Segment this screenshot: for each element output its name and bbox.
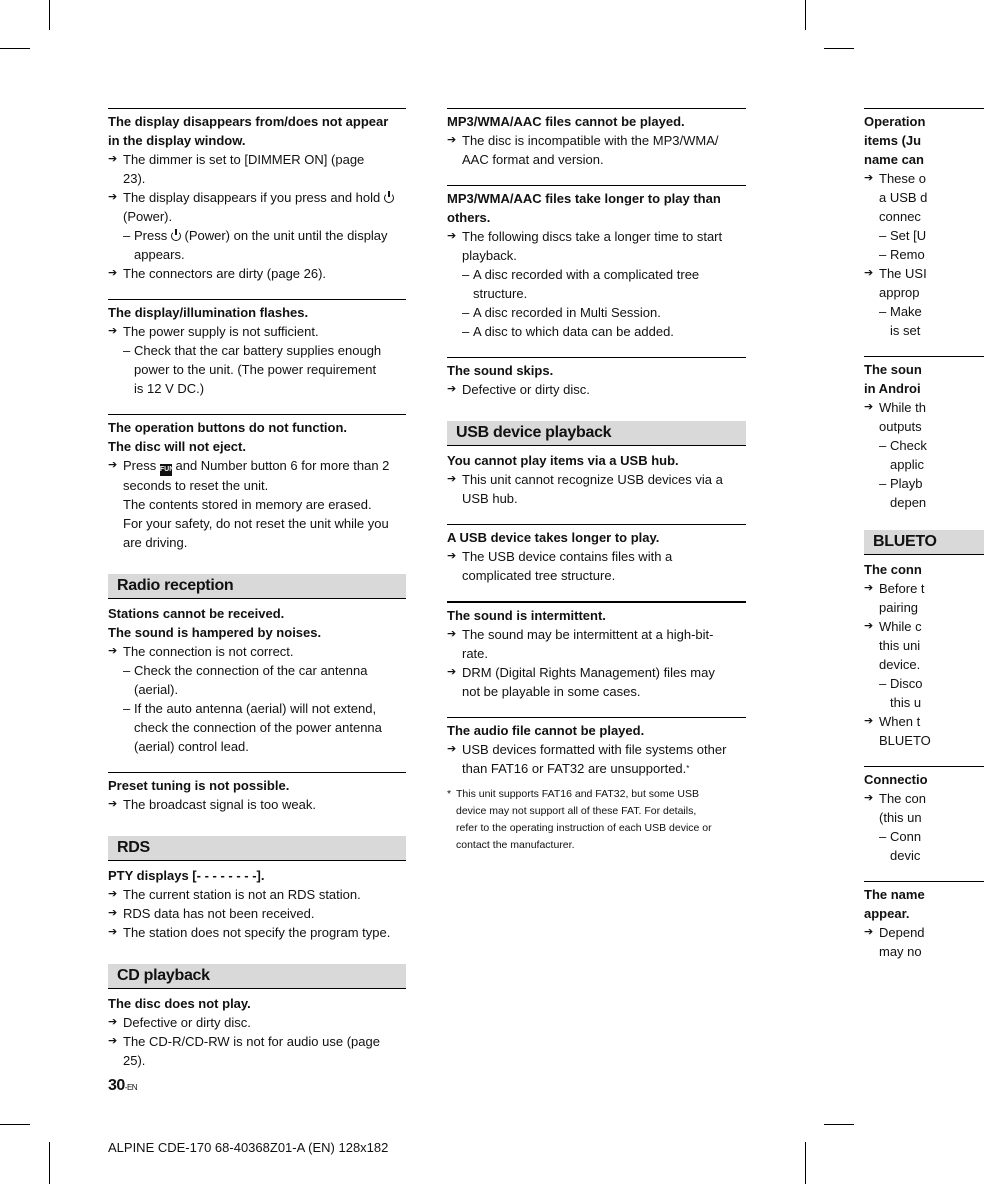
answer: ➔ The CD-R/CD-RW is not for audio use (page <box>108 1034 380 1049</box>
question: The display/illumination flashes. <box>108 305 309 320</box>
answer: ➔ The broadcast signal is too weak. <box>108 797 316 812</box>
sub-item-cont: (aerial). <box>134 682 179 697</box>
question: name can <box>864 152 924 167</box>
question: appear. <box>864 906 910 921</box>
arrow-icon: ➔ <box>108 1035 118 1047</box>
crop-mark <box>0 1124 30 1125</box>
crop-mark <box>824 48 854 49</box>
trouble-block <box>864 356 984 512</box>
arrow-icon: ➔ <box>447 550 457 562</box>
trouble-block <box>447 357 746 399</box>
arrow-icon: ➔ <box>864 172 874 184</box>
answer: ➔ The USI <box>864 266 927 281</box>
trouble-block <box>864 881 984 961</box>
func-button-icon: FUNC <box>160 464 172 476</box>
answer: ➔ The con <box>864 791 926 806</box>
trouble-block <box>447 717 746 778</box>
question: The sound is intermittent. <box>447 608 606 623</box>
question: PTY displays [- - - - - - - -]. <box>108 868 265 883</box>
sub-item-cont: this u <box>890 695 922 710</box>
answer-cont: The contents stored in memory are erased. <box>123 497 372 512</box>
answer: ➔ Press FUNC and Number button 6 for more than 2 <box>108 456 406 476</box>
answer-cont: rate. <box>462 646 489 661</box>
crop-mark <box>49 1142 50 1184</box>
sub-item: – A disc recorded in Multi Session. <box>462 305 661 320</box>
answer: ➔ DRM (Digital Rights Management) files may <box>447 665 715 680</box>
trouble-block <box>447 108 746 169</box>
arrow-icon: ➔ <box>108 153 118 165</box>
arrow-icon: ➔ <box>864 267 874 279</box>
crop-mark <box>49 0 50 30</box>
arrow-icon: ➔ <box>108 1016 118 1028</box>
sub-item: – Check <box>879 438 927 453</box>
sub-item-cont: depen <box>890 495 927 510</box>
sub-item-cont: devic <box>890 848 921 863</box>
right-column-clip <box>864 0 937 1184</box>
arrow-icon: ➔ <box>108 798 118 810</box>
question: MP3/WMA/AAC files take longer to play than <box>447 191 721 206</box>
answer-cont: 23). <box>123 171 146 186</box>
arrow-icon: ➔ <box>864 620 874 632</box>
answer: ➔ Defective or dirty disc. <box>108 1015 251 1030</box>
trouble-block <box>864 560 984 750</box>
arrow-icon: ➔ <box>447 383 457 395</box>
section-heading-usb: USB device playback <box>447 421 746 446</box>
sub-item-cont: (aerial) control lead. <box>134 739 249 754</box>
answer-cont: seconds to reset the unit. <box>123 478 269 493</box>
sub-item: – Press (Power) on the unit until the display <box>123 228 388 243</box>
answer: ➔ The connection is not correct. <box>108 644 294 659</box>
crop-mark <box>805 0 806 30</box>
question: items (Ju <box>864 133 922 148</box>
answer: ➔ Defective or dirty disc. <box>447 382 590 397</box>
trouble-block <box>108 772 406 814</box>
arrow-icon: ➔ <box>108 926 118 938</box>
question: MP3/WMA/AAC files cannot be played. <box>447 114 685 129</box>
footnote: refer to the operating instruction of each USB device or <box>456 822 712 834</box>
footnote: * This unit supports FAT16 and FAT32, but some USB <box>447 788 699 800</box>
answer-cont: a USB d <box>879 190 928 205</box>
answer-cont: not be playable in some cases. <box>462 684 641 699</box>
sub-item: – Check that the car battery supplies enough <box>123 343 382 358</box>
sub-item: – A disc to which data can be added. <box>462 324 674 339</box>
left-column <box>108 108 406 1086</box>
answer-cont: AAC format and version. <box>462 152 604 167</box>
answer: ➔ Before t <box>864 581 925 596</box>
sub-item: – Remo <box>879 247 925 262</box>
answer: ➔ Depend <box>864 925 925 940</box>
arrow-icon: ➔ <box>108 325 118 337</box>
answer: ➔ RDS data has not been received. <box>108 906 315 921</box>
answer-cont: complicated tree structure. <box>462 568 616 583</box>
sub-item-cont: applic <box>890 457 924 472</box>
arrow-icon: ➔ <box>108 459 118 471</box>
answer-cont: approp <box>879 285 920 300</box>
crop-mark <box>805 1142 806 1184</box>
arrow-icon: ➔ <box>108 267 118 279</box>
answer: ➔ The connectors are dirty (page 26). <box>108 266 327 281</box>
section-heading-rds: RDS <box>108 836 406 861</box>
trouble-block <box>108 414 406 552</box>
sub-item-cont: is 12 V DC.) <box>134 381 205 396</box>
sub-item: – Set [U <box>879 228 927 243</box>
arrow-icon: ➔ <box>447 628 457 640</box>
sub-item: – Make <box>879 304 922 319</box>
right-column <box>864 108 984 977</box>
sub-item-cont: check the connection of the power antenna <box>134 720 382 735</box>
trouble-block <box>447 451 746 508</box>
arrow-icon: ➔ <box>108 907 118 919</box>
section-heading-radio: Radio reception <box>108 574 406 599</box>
answer-cont: are driving. <box>123 535 188 550</box>
sub-item-cont: power to the unit. (The power requirement <box>134 362 377 377</box>
arrow-icon: ➔ <box>447 473 457 485</box>
crop-mark <box>824 1124 854 1125</box>
question: Stations cannot be received. <box>108 606 285 621</box>
question: The audio file cannot be played. <box>447 723 645 738</box>
question: The name <box>864 887 925 902</box>
question: The disc will not eject. <box>108 439 246 454</box>
answer: ➔ The power supply is not sufficient. <box>108 324 319 339</box>
answer: ➔ The dimmer is set to [DIMMER ON] (page <box>108 152 365 167</box>
sub-item-cont: is set <box>890 323 921 338</box>
question: The disc does not play. <box>108 996 251 1011</box>
answer: ➔ The current station is not an RDS station. <box>108 887 361 902</box>
question: The sound is hampered by noises. <box>108 625 322 640</box>
arrow-icon: ➔ <box>864 792 874 804</box>
arrow-icon: ➔ <box>447 134 457 146</box>
answer: ➔ The USB device contains files with a <box>447 549 673 564</box>
sub-item: – If the auto antenna (aerial) will not extend, <box>123 701 377 716</box>
answer-cont: than FAT16 or FAT32 are unsupported.* <box>462 761 690 776</box>
arrow-icon: ➔ <box>864 926 874 938</box>
question: The operation buttons do not function. <box>108 420 348 435</box>
trouble-block <box>864 108 984 340</box>
answer: ➔ These o <box>864 171 926 186</box>
arrow-icon: ➔ <box>447 743 457 755</box>
arrow-icon: ➔ <box>864 401 874 413</box>
answer-cont: this uni <box>879 638 921 653</box>
arrow-icon: ➔ <box>108 645 118 657</box>
answer: ➔ USB devices formatted with file systems other <box>447 742 727 757</box>
section-heading-cd: CD playback <box>108 964 406 989</box>
answer: ➔ The following discs take a longer time to start <box>447 229 723 244</box>
sub-item: – Conn <box>879 829 922 844</box>
answer-cont: playback. <box>462 248 517 263</box>
sub-item-cont: structure. <box>473 286 528 301</box>
answer: ➔ When t <box>864 714 921 729</box>
middle-column <box>447 108 746 854</box>
answer: ➔ The station does not specify the program type. <box>108 925 391 940</box>
question: others. <box>447 210 491 225</box>
question: A USB device takes longer to play. <box>447 530 660 545</box>
footnote: device may not support all of these FAT. For details, <box>456 805 697 817</box>
answer: ➔ The display disappears if you press and hold <box>108 188 406 207</box>
answer: ➔ While c <box>864 619 922 634</box>
arrow-icon: ➔ <box>108 888 118 900</box>
sub-item: – Disco <box>879 676 923 691</box>
trouble-block <box>447 185 746 341</box>
section-heading-bluetooth: BLUETO <box>864 530 984 555</box>
question: The display disappears from/does not appear <box>108 114 389 129</box>
answer-cont: (Power). <box>123 209 173 224</box>
trouble-block <box>108 866 406 942</box>
answer: ➔ The disc is incompatible with the MP3/WMA/ <box>447 133 719 148</box>
trouble-block <box>108 299 406 398</box>
arrow-icon: ➔ <box>864 582 874 594</box>
answer-cont: device. <box>879 657 921 672</box>
question: Connectio <box>864 772 928 787</box>
sub-item: – Playb <box>879 476 923 491</box>
answer: ➔ This unit cannot recognize USB devices via a <box>447 472 723 487</box>
sub-item: – Check the connection of the car antenna <box>123 663 368 678</box>
answer: ➔ While th <box>864 400 926 415</box>
answer-cont: outputs <box>879 419 922 434</box>
arrow-icon: ➔ <box>108 191 118 203</box>
crop-mark <box>0 48 30 49</box>
sub-item-cont: appears. <box>134 247 185 262</box>
question: in the display window. <box>108 133 246 148</box>
question: Operation <box>864 114 926 129</box>
arrow-icon: ➔ <box>447 230 457 242</box>
question: The sound skips. <box>447 363 554 378</box>
answer-cont: USB hub. <box>462 491 518 506</box>
print-footer: ALPINE CDE-170 68-40368Z01-A (EN) 128x182 <box>108 1140 389 1155</box>
answer-cont: For your safety, do not reset the unit while you <box>123 516 389 531</box>
sub-item: – A disc recorded with a complicated tree <box>462 267 700 282</box>
page-number: 30-EN <box>108 1077 138 1094</box>
trouble-block <box>108 604 406 756</box>
trouble-block <box>447 601 746 701</box>
power-icon <box>384 193 394 203</box>
answer-cont: 25). <box>123 1053 146 1068</box>
answer: ➔ The sound may be intermittent at a high-bit- <box>447 627 714 642</box>
arrow-icon: ➔ <box>447 666 457 678</box>
answer-cont: BLUETO <box>879 733 931 748</box>
question: Preset tuning is not possible. <box>108 778 290 793</box>
trouble-block <box>108 108 406 283</box>
trouble-block <box>447 524 746 585</box>
question: You cannot play items via a USB hub. <box>447 453 679 468</box>
question: in Androi <box>864 381 921 396</box>
trouble-block <box>108 994 406 1070</box>
answer-cont: pairing <box>879 600 919 615</box>
question: The soun <box>864 362 922 377</box>
footnote: contact the manufacturer. <box>456 839 575 851</box>
power-icon <box>171 231 181 241</box>
answer-cont: connec <box>879 209 921 224</box>
arrow-icon: ➔ <box>864 715 874 727</box>
question: The conn <box>864 562 922 577</box>
answer-cont: may no <box>879 944 922 959</box>
answer-cont: (this un <box>879 810 922 825</box>
trouble-block <box>864 766 984 865</box>
